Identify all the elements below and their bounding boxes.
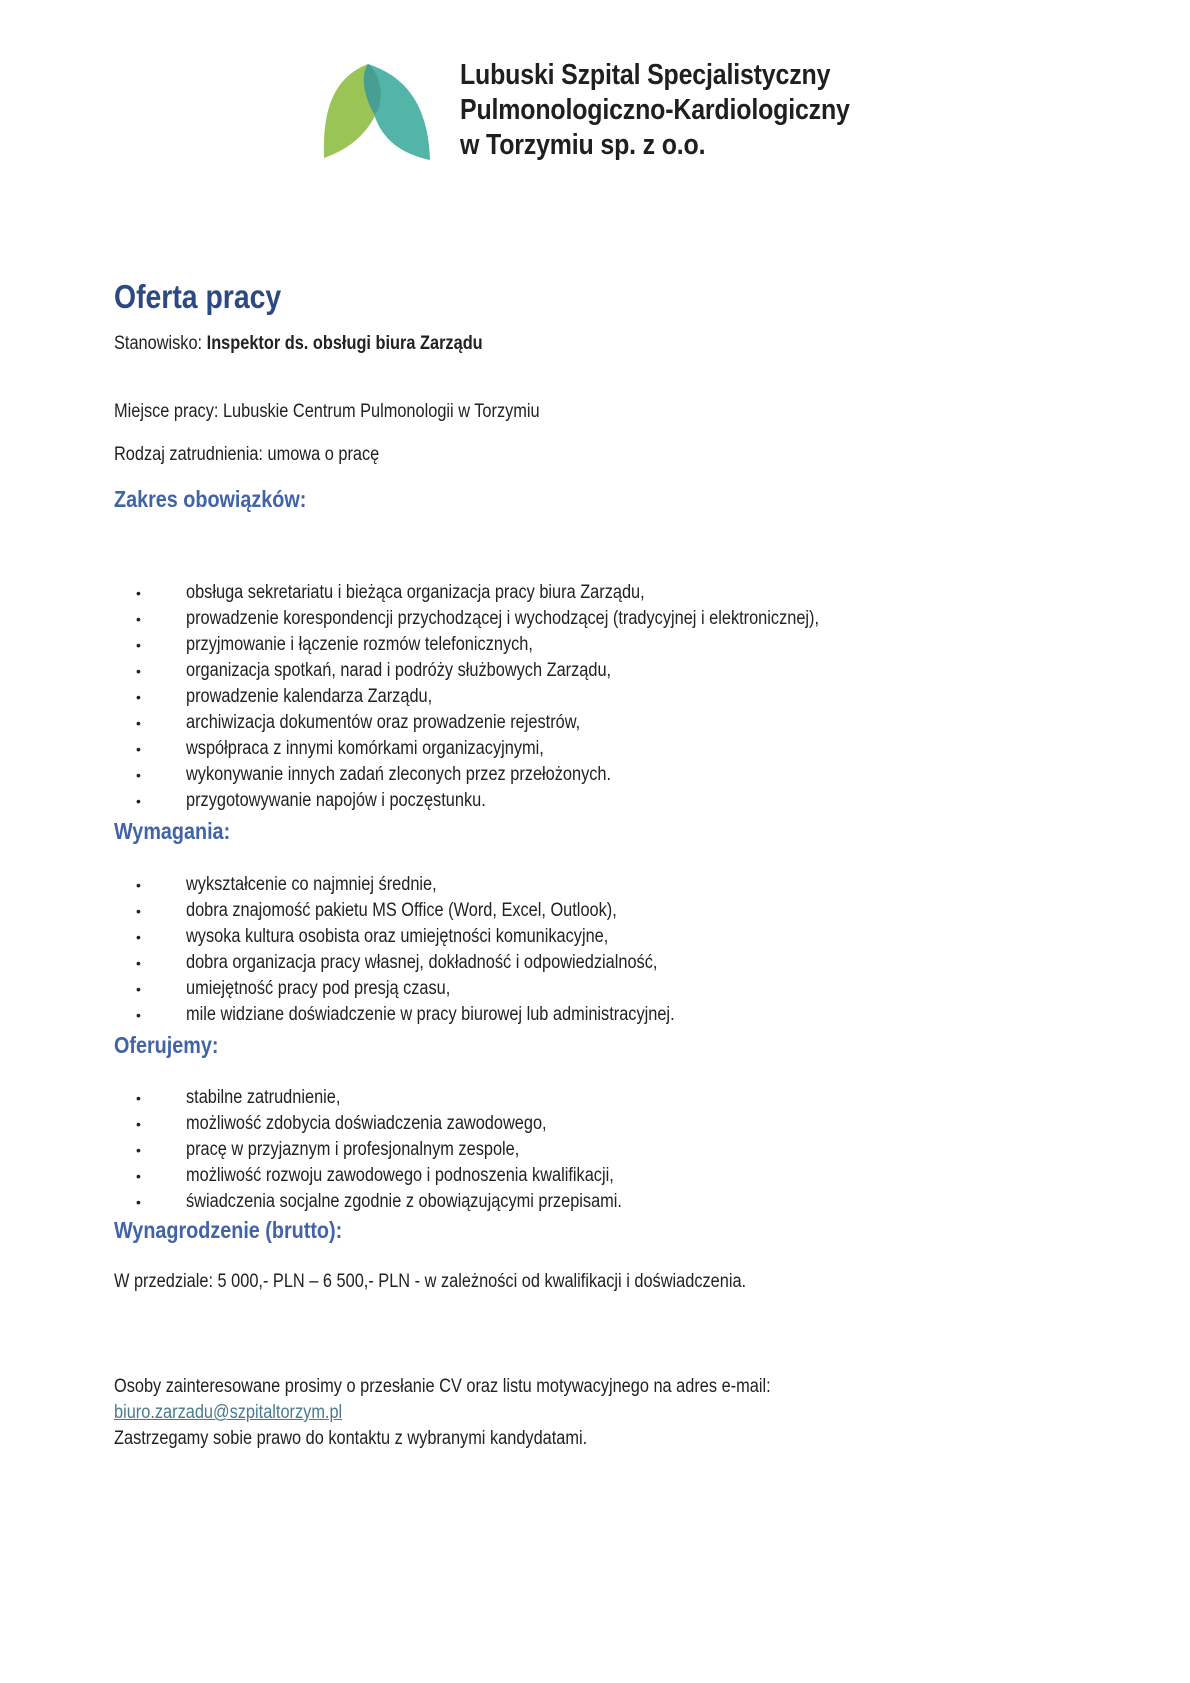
bullet-icon: • — [136, 1142, 141, 1158]
bullet-icon: • — [136, 1090, 141, 1106]
employment-type-label: Rodzaj zatrudnienia: — [114, 444, 263, 465]
bullet-icon: • — [136, 877, 141, 893]
list-item-text: możliwość zdobycia doświadczenia zawodowego, — [186, 1113, 547, 1134]
requirements-heading — [114, 818, 249, 845]
bullet-icon: • — [136, 955, 141, 971]
bullet-icon: • — [136, 715, 141, 731]
list-item-text: prowadzenie kalendarza Zarządu, — [186, 686, 433, 707]
list-item-text: umiejętność pracy pod presją czasu, — [186, 978, 451, 999]
contact-intro — [114, 1376, 878, 1398]
list-item-text: archiwizacja dokumentów oraz prowadzenie rejestrów, — [186, 712, 581, 733]
bullet-icon: • — [136, 663, 141, 679]
salary-heading — [114, 1217, 379, 1244]
contact-note — [114, 1428, 664, 1450]
workplace-label: Miejsce pracy: — [114, 401, 219, 422]
position-value: Inspektor ds. obsługi biura Zarządu — [206, 333, 483, 354]
offer-heading — [114, 1032, 235, 1059]
bullet-icon: • — [136, 741, 141, 757]
list-item-text: organizacja spotkań, narad i podróży służbowych Zarządu, — [186, 660, 612, 681]
list-item-text: przyjmowanie i łączenie rozmów telefonicznych, — [186, 634, 533, 655]
bullet-icon: • — [136, 1116, 141, 1132]
contact-email — [114, 1402, 379, 1424]
page-title-text: Oferta pracy — [114, 278, 282, 315]
list-item-text: dobra organizacja pracy własnej, dokładność i odpowiedzialność, — [186, 952, 658, 973]
requirements-heading-text: Wymagania: — [114, 818, 231, 844]
bullet-icon: • — [136, 903, 141, 919]
hospital-logo-icon — [318, 62, 436, 162]
list-item-text: współpraca z innymi komórkami organizacyjnymi, — [186, 738, 544, 759]
list-item-text: wykształcenie co najmniej średnie, — [186, 874, 437, 895]
list-item-text: prowadzenie korespondencji przychodzącej i wychodzącej (tradycyjnej i elektronicznej), — [186, 608, 820, 629]
salary-heading-text: Wynagrodzenie (brutto): — [114, 1217, 343, 1243]
bullet-icon: • — [136, 981, 141, 997]
email-link[interactable]: biuro.zarzadu@szpitaltorzym.pl — [114, 1402, 343, 1423]
list-item-text: przygotowywanie napojów i poczęstunku. — [186, 790, 486, 811]
list-item-text: pracę w przyjaznym i profesjonalnym zespole, — [186, 1139, 520, 1160]
list-item-text: wysoka kultura osobista oraz umiejętności komunikacyjne, — [186, 926, 609, 947]
bullet-icon: • — [136, 767, 141, 783]
workplace-field — [114, 401, 609, 423]
organization-name — [460, 58, 913, 163]
salary-text — [114, 1271, 849, 1293]
list-item-text: obsługa sekretariatu i bieżąca organizacja pracy biura Zarządu, — [186, 582, 645, 603]
bullet-icon: • — [136, 793, 141, 809]
list-item-text: mile widziane doświadczenie w pracy biurowej lub administracyjnej. — [186, 1004, 675, 1025]
list-item-text: stabilne zatrudnienie, — [186, 1087, 341, 1108]
bullet-icon: • — [136, 611, 141, 627]
bullet-icon: • — [136, 929, 141, 945]
position-label: Stanowisko: — [114, 333, 203, 354]
employment-type-value: umowa o pracę — [267, 444, 380, 465]
bullet-icon: • — [136, 637, 141, 653]
organization-name-line-3: w Torzymiu sp. z o.o. — [460, 129, 706, 161]
bullet-icon: • — [136, 1194, 141, 1210]
organization-name-line-2: Pulmonologiczno-Kardiologiczny — [460, 94, 850, 126]
bullet-icon: • — [136, 585, 141, 601]
page-title — [114, 278, 308, 316]
workplace-value: Lubuskie Centrum Pulmonologii w Torzymiu — [222, 401, 540, 422]
salary-text-value: W przedziale: 5 000,- PLN – 6 500,- PLN - w zależności od kwalifikacji i doświadczenia. — [114, 1271, 747, 1292]
bullet-icon: • — [136, 689, 141, 705]
duties-heading — [114, 486, 338, 513]
list-item-text: możliwość rozwoju zawodowego i podnoszenia kwalifikacji, — [186, 1165, 614, 1186]
bullet-icon: • — [136, 1007, 141, 1023]
list-item-text: świadczenia socjalne zgodnie z obowiązującymi przepisami. — [186, 1191, 622, 1212]
organization-name-line-1: Lubuski Szpital Specjalistyczny — [460, 59, 831, 91]
employment-type-field — [114, 444, 422, 466]
contact-note-text: Zastrzegamy sobie prawo do kontaktu z wybranymi kandydatami. — [114, 1428, 588, 1449]
offer-heading-text: Oferujemy: — [114, 1032, 219, 1058]
bullet-icon: • — [136, 1168, 141, 1184]
list-item-text: dobra znajomość pakietu MS Office (Word, Excel, Outlook), — [186, 900, 617, 921]
duties-heading-text: Zakres obowiązków: — [114, 486, 307, 512]
contact-intro-text: Osoby zainteresowane prosimy o przesłanie CV oraz listu motywacyjnego na adres e-mail: — [114, 1376, 771, 1397]
list-item-text: wykonywanie innych zadań zleconych przez przełożonych. — [186, 764, 612, 785]
position-field — [114, 333, 543, 355]
